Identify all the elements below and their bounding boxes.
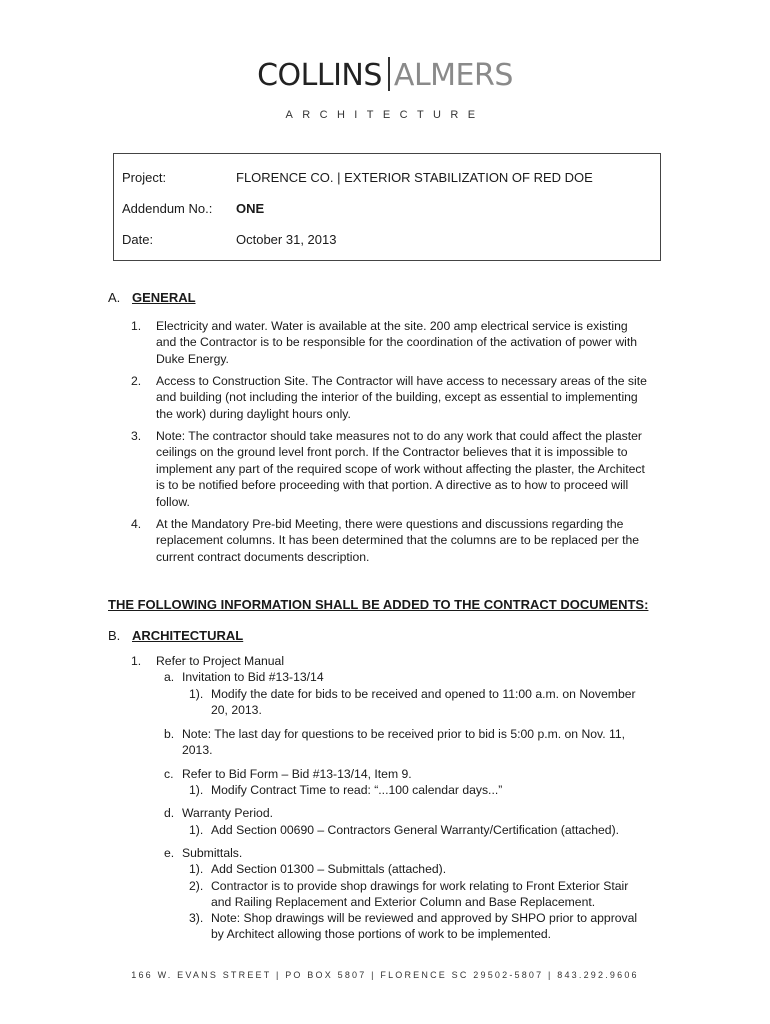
project-info-box: [113, 153, 661, 261]
company-logo: [0, 56, 770, 96]
section-a-letter: A.: [108, 290, 121, 305]
list-item-number: 2.: [131, 374, 142, 388]
sub-item-text: Invitation to Bid #13-13/14: [182, 670, 324, 684]
sub-sub-item-number: 1).: [189, 862, 204, 876]
sub-sub-item-number: 1).: [189, 783, 204, 797]
footer-address: 166 W. EVANS STREET | PO BOX 5807 | FLORENCE SC 29502-5807 | 843.292.9606: [131, 970, 639, 980]
sub-sub-item-number: 1).: [189, 687, 204, 701]
list-item-text: Access to Construction Site. The Contractor will have access to necessary areas of the site and building (not including the interior of the building, except as essential to implementing the work) during daylight hours only.: [156, 374, 647, 421]
addendum-label: Addendum No.:: [122, 201, 213, 216]
sub-item-letter: c.: [164, 767, 174, 781]
list-item-number: 4.: [131, 517, 142, 531]
sub-sub-item-text: Add Section 00690 – Contractors General Warranty/Certification (attached).: [211, 823, 620, 837]
sub-item-letter: d.: [164, 806, 175, 820]
addendum-value: ONE: [236, 201, 265, 216]
sub-sub-item-text: Note: Shop drawings will be reviewed and approved by SHPO prior to approval by Architect allowing those portions of work to be implemented.: [211, 911, 638, 942]
sub-item-text: Note: The last day for questions to be received prior to bid is 5:00 p.m. on Nov. 11, 2013.: [182, 727, 626, 758]
section-b-heading: [108, 628, 243, 643]
sub-sub-item-text: Contractor is to provide shop drawings for work relating to Front Exterior Stair and Railing Replacement and Exterior Column and Base Replacement.: [211, 879, 629, 910]
logo-almers: ALMERS: [393, 58, 513, 93]
sub-item-letter: a.: [164, 670, 175, 684]
sub-item-text: Refer to Bid Form – Bid #13-13/14, Item 9.: [182, 767, 412, 781]
sub-sub-item-number: 3).: [189, 911, 204, 925]
list-item-text: Electricity and water. Water is available at the site. 200 amp electrical service is existing and the Contractor is to be responsible for the coordination of the activation of power with Duke Energy.: [156, 319, 638, 366]
list-item-text: Note: The contractor should take measures not to do any work that could affect the plaster ceilings on the ground level front porch. If the Contractor believes that it is impossible to implement any part of the required scope of work without affecting the plaster, the Architect is to be notified before proceeding with that portion. A directive as to how to proceed will follow.: [156, 429, 645, 509]
list-item-number: 1.: [131, 319, 142, 333]
list-item-text: Refer to Project Manual: [156, 654, 285, 668]
project-value: FLORENCE CO. | EXTERIOR STABILIZATION OF RED DOE: [236, 170, 593, 185]
sub-sub-item-text: Modify the date for bids to be received and opened to 11:00 a.m. on November 20, 2013.: [211, 687, 636, 718]
list-item-text: At the Mandatory Pre-bid Meeting, there were questions and discussions regarding the replacement columns. It has been determined that the columns are to be replaced per the current contract documents description.: [156, 517, 640, 564]
sub-item-text: Warranty Period.: [182, 806, 273, 820]
section-a-heading: [108, 290, 196, 305]
sub-sub-item-text: Add Section 01300 – Submittals (attached).: [211, 862, 447, 876]
logo-collins: COLLINS: [257, 58, 382, 93]
logo-subtitle: ARCHITECTURE: [285, 109, 485, 121]
list-item-number: 3.: [131, 429, 142, 443]
section-b-title: ARCHITECTURAL: [132, 628, 244, 643]
sub-sub-item-number: 2).: [189, 879, 204, 893]
project-label: Project:: [122, 170, 167, 185]
section-a-title: GENERAL: [132, 290, 196, 305]
list-item-number: 1.: [131, 654, 142, 668]
sub-item-letter: b.: [164, 727, 175, 741]
section-b-letter: B.: [108, 628, 121, 643]
sub-sub-item-number: 1).: [189, 823, 204, 837]
logo-divider: [388, 57, 390, 91]
sub-sub-item-text: Modify Contract Time to read: “...100 calendar days...”: [211, 783, 503, 797]
date-value: October 31, 2013: [236, 232, 337, 247]
contract-notice-heading: THE FOLLOWING INFORMATION SHALL BE ADDED TO THE CONTRACT DOCUMENTS:: [108, 597, 649, 612]
sub-item-letter: e.: [164, 846, 175, 860]
date-label: Date:: [122, 232, 154, 247]
sub-item-text: Submittals.: [182, 846, 243, 860]
